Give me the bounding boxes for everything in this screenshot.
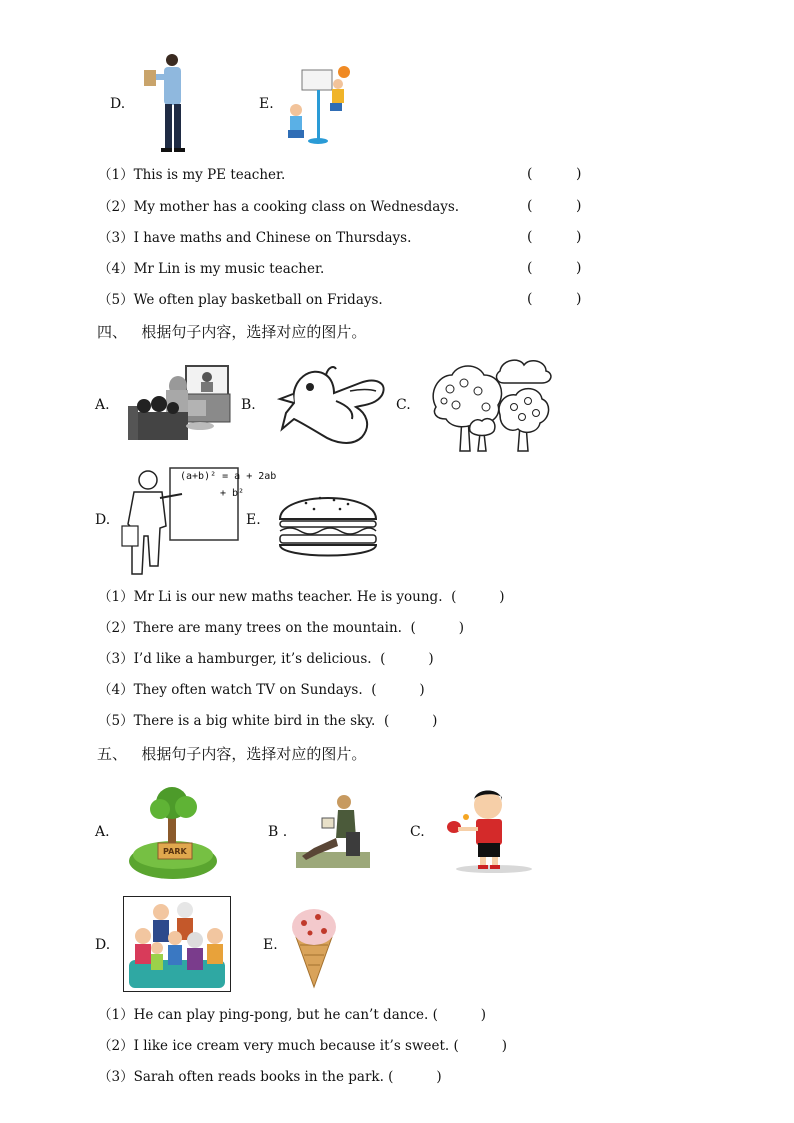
answer-paren-close: ) [576,198,582,214]
question-item: （1）This is my PE teacher. [98,167,286,183]
pe-teacher-icon [138,52,190,154]
park-sign-text: PARK [163,847,187,856]
answer-paren-close: ) [576,260,582,276]
question-item: （3）Sarah often reads books in the park. ( ) [98,1069,442,1085]
option-letter: A. [95,397,110,413]
boy-ping-pong-icon [444,783,536,875]
family-watching-tv-icon [126,364,232,446]
option-letter: C. [410,824,425,840]
answer-paren-open: ( [527,198,533,214]
girl-reading-icon [294,792,372,870]
option-letter: D. [110,96,126,112]
big-family-icon [123,896,231,992]
answer-paren: ( ) [380,651,434,667]
answer-paren-open: ( [527,291,533,307]
question-item: （5）There is a big white bird in the sky. ( ) [98,713,438,729]
section-heading: 四、 根据句子内容，选择对应的图片。 [97,323,367,341]
answer-paren: ( ) [410,620,464,636]
question-item: （4）Mr Lin is my music teacher. [98,261,325,277]
answer-paren: ( ) [388,1069,442,1085]
option-letter: E. [246,512,261,528]
formula-line: (a+b)² = a + 2ab [180,471,277,482]
option-letter: D. [95,937,111,953]
basketball-kids-icon [280,64,356,146]
answer-paren: ( ) [453,1038,507,1054]
question-item: （3）I have maths and Chinese on Thursdays. [98,230,412,246]
answer-paren: ( ) [432,1007,487,1023]
answer-paren-open: ( [527,260,533,276]
park-icon [128,781,218,881]
question-item: （4）They often watch TV on Sundays. ( ) [98,682,425,698]
option-letter: B. [241,397,256,413]
question-item: （1）Mr Li is our new maths teacher. He is young. ( ) [98,589,505,605]
question-item: （1）He can play ping-pong, but he can’t dance. ( ) [98,1007,487,1023]
option-letter: C. [396,397,411,413]
option-letter: E. [259,96,274,112]
question-item: （2）There are many trees on the mountain. ( ) [98,620,464,636]
trees-icon [430,353,554,453]
formula-line: + b² [220,488,245,499]
question-item: （3）I’d like a hamburger, it’s delicious. ( ) [98,651,434,667]
question-item: （5）We often play basketball on Fridays. [98,292,383,308]
answer-paren: ( ) [383,713,438,729]
option-letter: A. [95,824,110,840]
ice-cream-icon [288,905,340,989]
question-item: （2）I like ice cream very much because it’s sweet. ( ) [98,1038,507,1054]
option-letter: B . [268,824,288,840]
hamburger-icon [276,481,380,563]
section-heading: 五、 根据句子内容，选择对应的图片。 [97,745,367,763]
option-letter: E. [263,937,278,953]
answer-paren-open: ( [527,229,533,245]
option-letter: D. [95,512,111,528]
answer-paren-close: ) [576,166,582,182]
answer-paren-close: ) [576,229,582,245]
answer-paren-close: ) [576,291,582,307]
answer-paren-open: ( [527,166,533,182]
answer-paren: ( ) [451,589,505,605]
answer-paren: ( ) [371,682,425,698]
question-item: （2）My mother has a cooking class on Wednesdays. [98,199,460,215]
bird-icon [276,361,390,449]
